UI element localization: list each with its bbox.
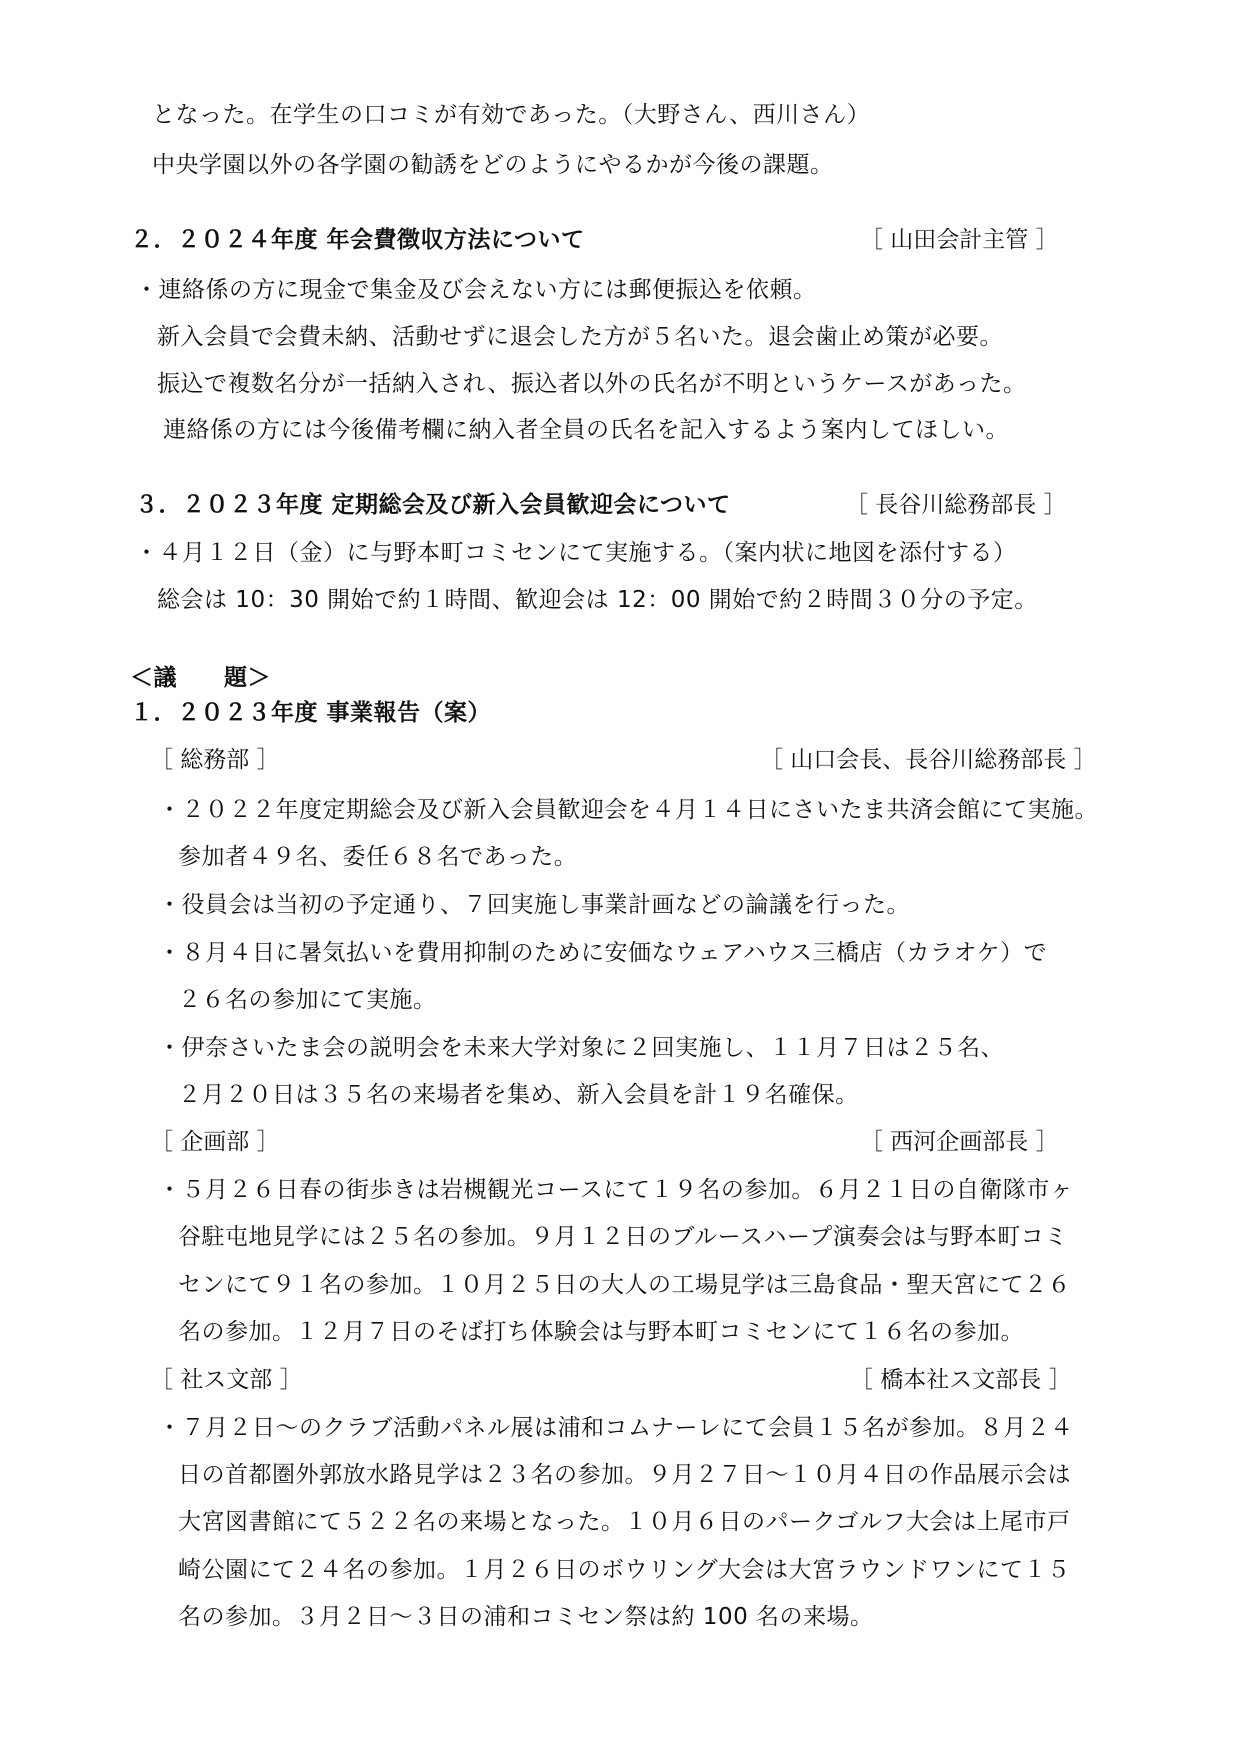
shabun-line: ・７月２日～のクラブ活動パネル展は浦和コムナーレにて会員１５名が参加。８月２４ <box>158 1415 1074 1441</box>
item2-responsible: ［ 山田会計主管 ］ <box>860 227 1059 253</box>
shabun-line: 日の首都圏外郭放水路見学は２３名の参加。９月２７日～１０月４日の作品展示会は <box>178 1462 1071 1488</box>
kikaku-label: ［ 企画部 ］ <box>150 1129 280 1155</box>
soumu-line: ・伊奈さいたま会の説明会を未来大学対象に２回実施し、１１月７日は２５名、 <box>158 1035 1004 1061</box>
item3-line: 総会は 10：30 開始で約１時間、歓迎会は 12：00 開始で約２時間３０分の予定。 <box>157 587 1038 613</box>
soumu-line: ・役員会は当初の予定通り、７回実施し事業計画などの論議を行った。 <box>158 892 910 918</box>
kikaku-line: センにて９１名の参加。１０月２５日の大人の工場見学は三島食品・聖天宮にて２６ <box>178 1272 1071 1298</box>
soumu-line: 参加者４９名、委任６８名であった。 <box>178 844 578 870</box>
item3-heading: ３．２０２３年度 定期総会及び新入会員歓迎会について <box>135 492 731 518</box>
item3-line: ・４月１２日（金）に与野本町コミセンにて実施する。（案内状に地図を添付する） <box>135 540 1017 566</box>
item2-line: 振込で複数名分が一括納入され、振込者以外の氏名が不明というケースがあった。 <box>157 371 1027 397</box>
intro-line-1: となった。在学生の口コミが有効であった。（大野さん、西川さん） <box>152 102 871 128</box>
shabun-responsible: ［ 橋本社ス文部長 ］ <box>850 1367 1072 1393</box>
soumu-line: ２月２０日は３５名の来場者を集め、新入会員を計１９名確保。 <box>178 1082 859 1108</box>
soumu-label: ［ 総務部 ］ <box>150 747 280 773</box>
kikaku-line: ・５月２６日春の街歩きは岩槻観光コースにて１９名の参加。６月２１日の自衛隊市ヶ <box>158 1177 1074 1203</box>
shabun-line: 大宮図書館にて５２２名の来場となった。１０月６日のパークゴルフ大会は上尾市戸 <box>178 1509 1071 1535</box>
item2-line: 新入会員で会費未納、活動せずに退会した方が５名いた。退会歯止め策が必要。 <box>157 324 1003 350</box>
item3-responsible: ［ 長谷川総務部長 ］ <box>845 492 1067 518</box>
soumu-line: ・８月４日に暑気払いを費用抑制のために安価なウェアハウス三橋店（カラオケ）で <box>158 940 1048 966</box>
soumu-line: ２６名の参加にて実施。 <box>178 987 437 1013</box>
item2-line: 連絡係の方には今後備考欄に納入者全員の氏名を記入するよう案内してほしい。 <box>163 417 1009 443</box>
kikaku-responsible: ［ 西河企画部長 ］ <box>860 1129 1059 1155</box>
shabun-label: ［ 社ス文部 ］ <box>150 1367 303 1393</box>
agenda-item1-heading: １．２０２３年度 事業報告（案） <box>130 700 492 726</box>
soumu-line: ・２０２２年度定期総会及び新入会員歓迎会を４月１４日にさいたま共済会館にて実施。 <box>158 797 1098 823</box>
kikaku-line: 名の参加。１２月７日のそば打ち体験会は与野本町コミセンにて１６名の参加。 <box>178 1319 1024 1345</box>
kikaku-line: 谷駐屯地見学には２５名の参加。９月１２日のブルースハープ演奏会は与野本町コミ <box>178 1224 1068 1250</box>
item2-line: ・連絡係の方に現金で集金及び会えない方には郵便振込を依頼。 <box>135 277 817 303</box>
shabun-line: 崎公園にて２４名の参加。１月２６日のボウリング大会は大宮ラウンドワンにて１５ <box>178 1557 1071 1583</box>
item2-heading: ２．２０２４年度 年会費徴収方法について <box>130 227 585 253</box>
soumu-responsible: ［ 山口会長、長谷川総務部長 ］ <box>760 747 1097 773</box>
agenda-title: ＜議 題＞ <box>130 665 271 691</box>
intro-line-2: 中央学園以外の各学園の勧誘をどのようにやるかが今後の課題。 <box>152 152 834 178</box>
shabun-line: 名の参加。３月２日～３日の浦和コミセン祭は約 100 名の来場。 <box>178 1604 874 1630</box>
